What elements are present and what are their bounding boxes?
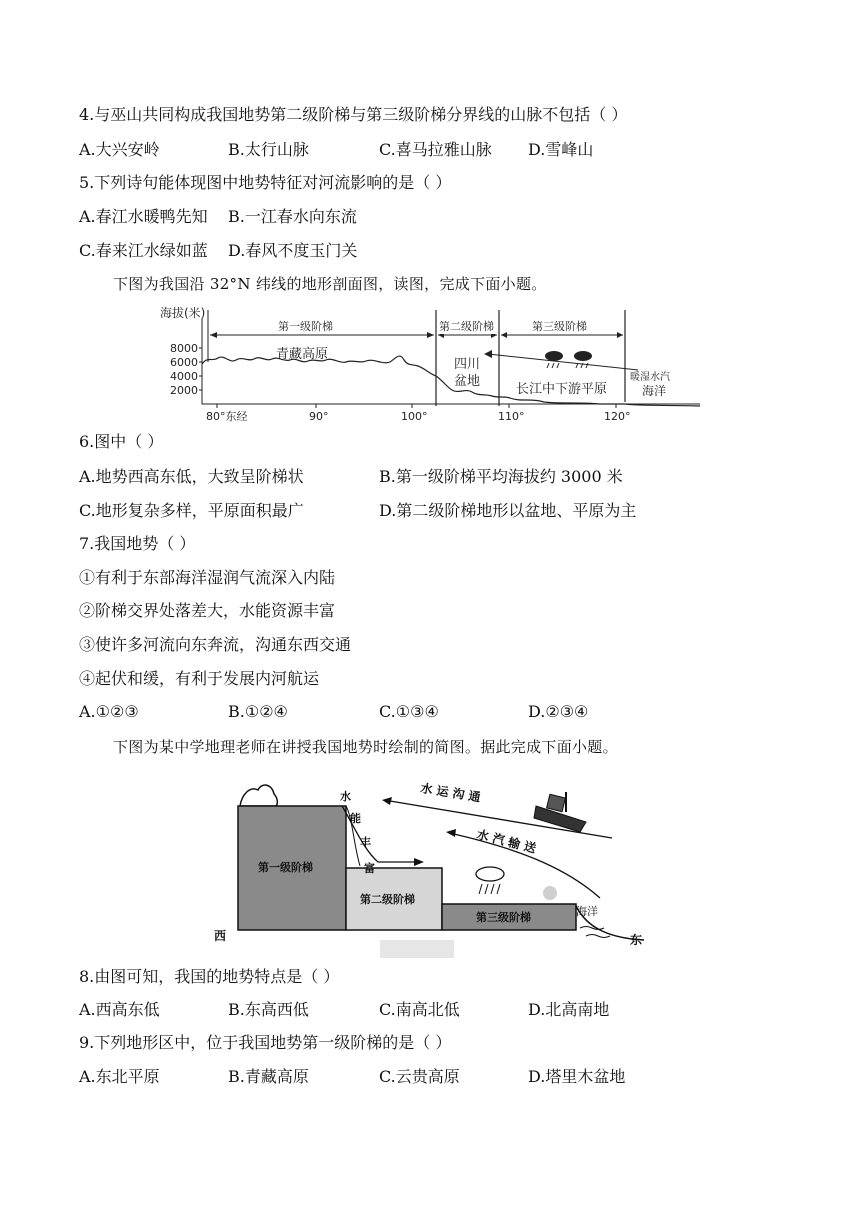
q7-option-c: C.①③④ [379,702,439,721]
terrain-profile-figure [160,302,705,426]
q4-option-b: B.太行山脉 [228,140,309,159]
q5-stem: 5.下列诗句能体现图中地势特征对河流影响的是（ ） [79,173,452,192]
rain-cloud-icon [545,351,563,368]
label-yangtze-plain: 长江中下游平原 [516,382,608,397]
profile-ylabel: 海拔(米) [160,306,206,320]
rain-cloud-icon [476,867,504,894]
q7-statement-2: ②阶梯交界处落差大，水能资源丰富 [79,601,336,620]
q6-option-b: B.第一级阶梯平均海拔约 3000 米 [379,467,623,486]
q6-option-c: C.地形复杂多样，平原面积最广 [79,501,304,520]
profile-step-3-label: 第三级阶梯 [532,320,587,333]
profile-step-2-label: 第二级阶梯 [439,320,494,333]
xtick-80: 80°东经 [206,410,248,423]
intro-figure-1: 下图为我国沿 32°N 纬线的地形剖面图，读图，完成下面小题。 [113,275,547,293]
q8-stem: 8.由图可知，我国的地势特点是（ ） [79,967,340,986]
sketch-step-1-label: 第一级阶梯 [258,861,313,874]
q7-statement-3: ③使许多河流向东奔流，沟通东西交通 [79,635,352,654]
q4-stem: 4.与巫山共同构成我国地势第二级阶梯与第三级阶梯分界线的山脉不包括（ ） [79,105,628,124]
q5-option-a: A.春江水暖鸭先知 [79,207,208,226]
q9-option-d: D.塔里木盆地 [528,1067,626,1086]
profile-step-1-label: 第一级阶梯 [278,320,333,333]
xtick-120: 120° [604,410,631,423]
q5-option-b: B.一江春水向东流 [228,207,357,226]
xtick-90: 90° [309,410,329,423]
label-sichuan: 四川 [454,357,481,372]
label-qingzang-plateau: 青藏高原 [276,347,329,362]
q7-option-a: A.①②③ [79,702,139,721]
sketch-step-3-label: 第三级阶梯 [476,911,531,924]
ytick-6000: 6000 [170,356,198,369]
ytick-2000: 2000 [170,384,198,397]
xtick-100: 100° [401,410,428,423]
q8-option-b: B.东高西低 [228,1000,309,1019]
q9-option-b: B.青藏高原 [228,1067,309,1086]
q8-option-d: D.北高南地 [528,1000,610,1019]
q7-statement-1: ①有利于东部海洋湿润气流深入内陆 [79,568,336,587]
q6-stem: 6.图中（ ） [79,432,164,451]
sketch-east-label: 东 [630,933,643,947]
intro-figure-2: 下图为某中学地理老师在讲授我国地势时绘制的简图。据此完成下面小题。 [113,738,618,756]
q4-option-d: D.雪峰山 [528,140,594,159]
q9-option-c: C.云贵高原 [379,1067,460,1086]
q8-option-c: C.南高北低 [379,1000,460,1019]
ytick-4000: 4000 [170,370,198,383]
q4-option-c: C.喜马拉雅山脉 [379,140,492,159]
q8-option-a: A.西高东低 [79,1000,160,1019]
xtick-110: 110° [498,410,525,423]
shipping-label: 水 运 沟 通 [419,781,482,805]
mountain-snow-icon [240,785,277,806]
hydro-char-3: 丰 [360,836,371,849]
label-warm-vapor: 暖湿水汽 [630,372,670,383]
terrain-sketch-figure [214,776,654,958]
q4-option-a: A.大兴安岭 [79,140,160,159]
scan-smudge [380,940,454,958]
hydro-char-4: 富 [364,862,375,875]
q9-option-a: A.东北平原 [79,1067,160,1086]
q5-option-d: D.春风不度玉门关 [228,241,358,260]
sketch-ocean-label: 海洋 [576,905,598,918]
q7-option-d: D.②③④ [528,702,589,721]
q6-option-d: D.第二级阶梯地形以盆地、平原为主 [379,501,637,520]
hydro-char-1: 水 [340,790,351,803]
q6-option-a: A.地势西高东低，大致呈阶梯状 [79,467,304,486]
label-ocean: 海洋 [642,384,667,398]
hydro-char-2: 能 [350,812,361,825]
vapor-label: 水 汽 输 送 [475,827,538,856]
ytick-8000: 8000 [170,342,198,355]
label-basin: 盆地 [454,374,481,389]
q9-stem: 9.下列地形区中，位于我国地势第一级阶梯的是（ ） [79,1033,452,1052]
q7-stem: 7.我国地势（ ） [79,534,196,553]
sketch-step-2-label: 第二级阶梯 [360,893,415,906]
sun-icon [543,886,557,900]
rain-cloud-icon [574,351,592,368]
q7-option-b: B.①②④ [228,702,288,721]
q7-statement-4: ④起伏和缓，有利于发展内河航运 [79,669,320,688]
sketch-west-label: 西 [214,929,227,943]
q5-option-c: C.春来江水绿如蓝 [79,241,208,260]
